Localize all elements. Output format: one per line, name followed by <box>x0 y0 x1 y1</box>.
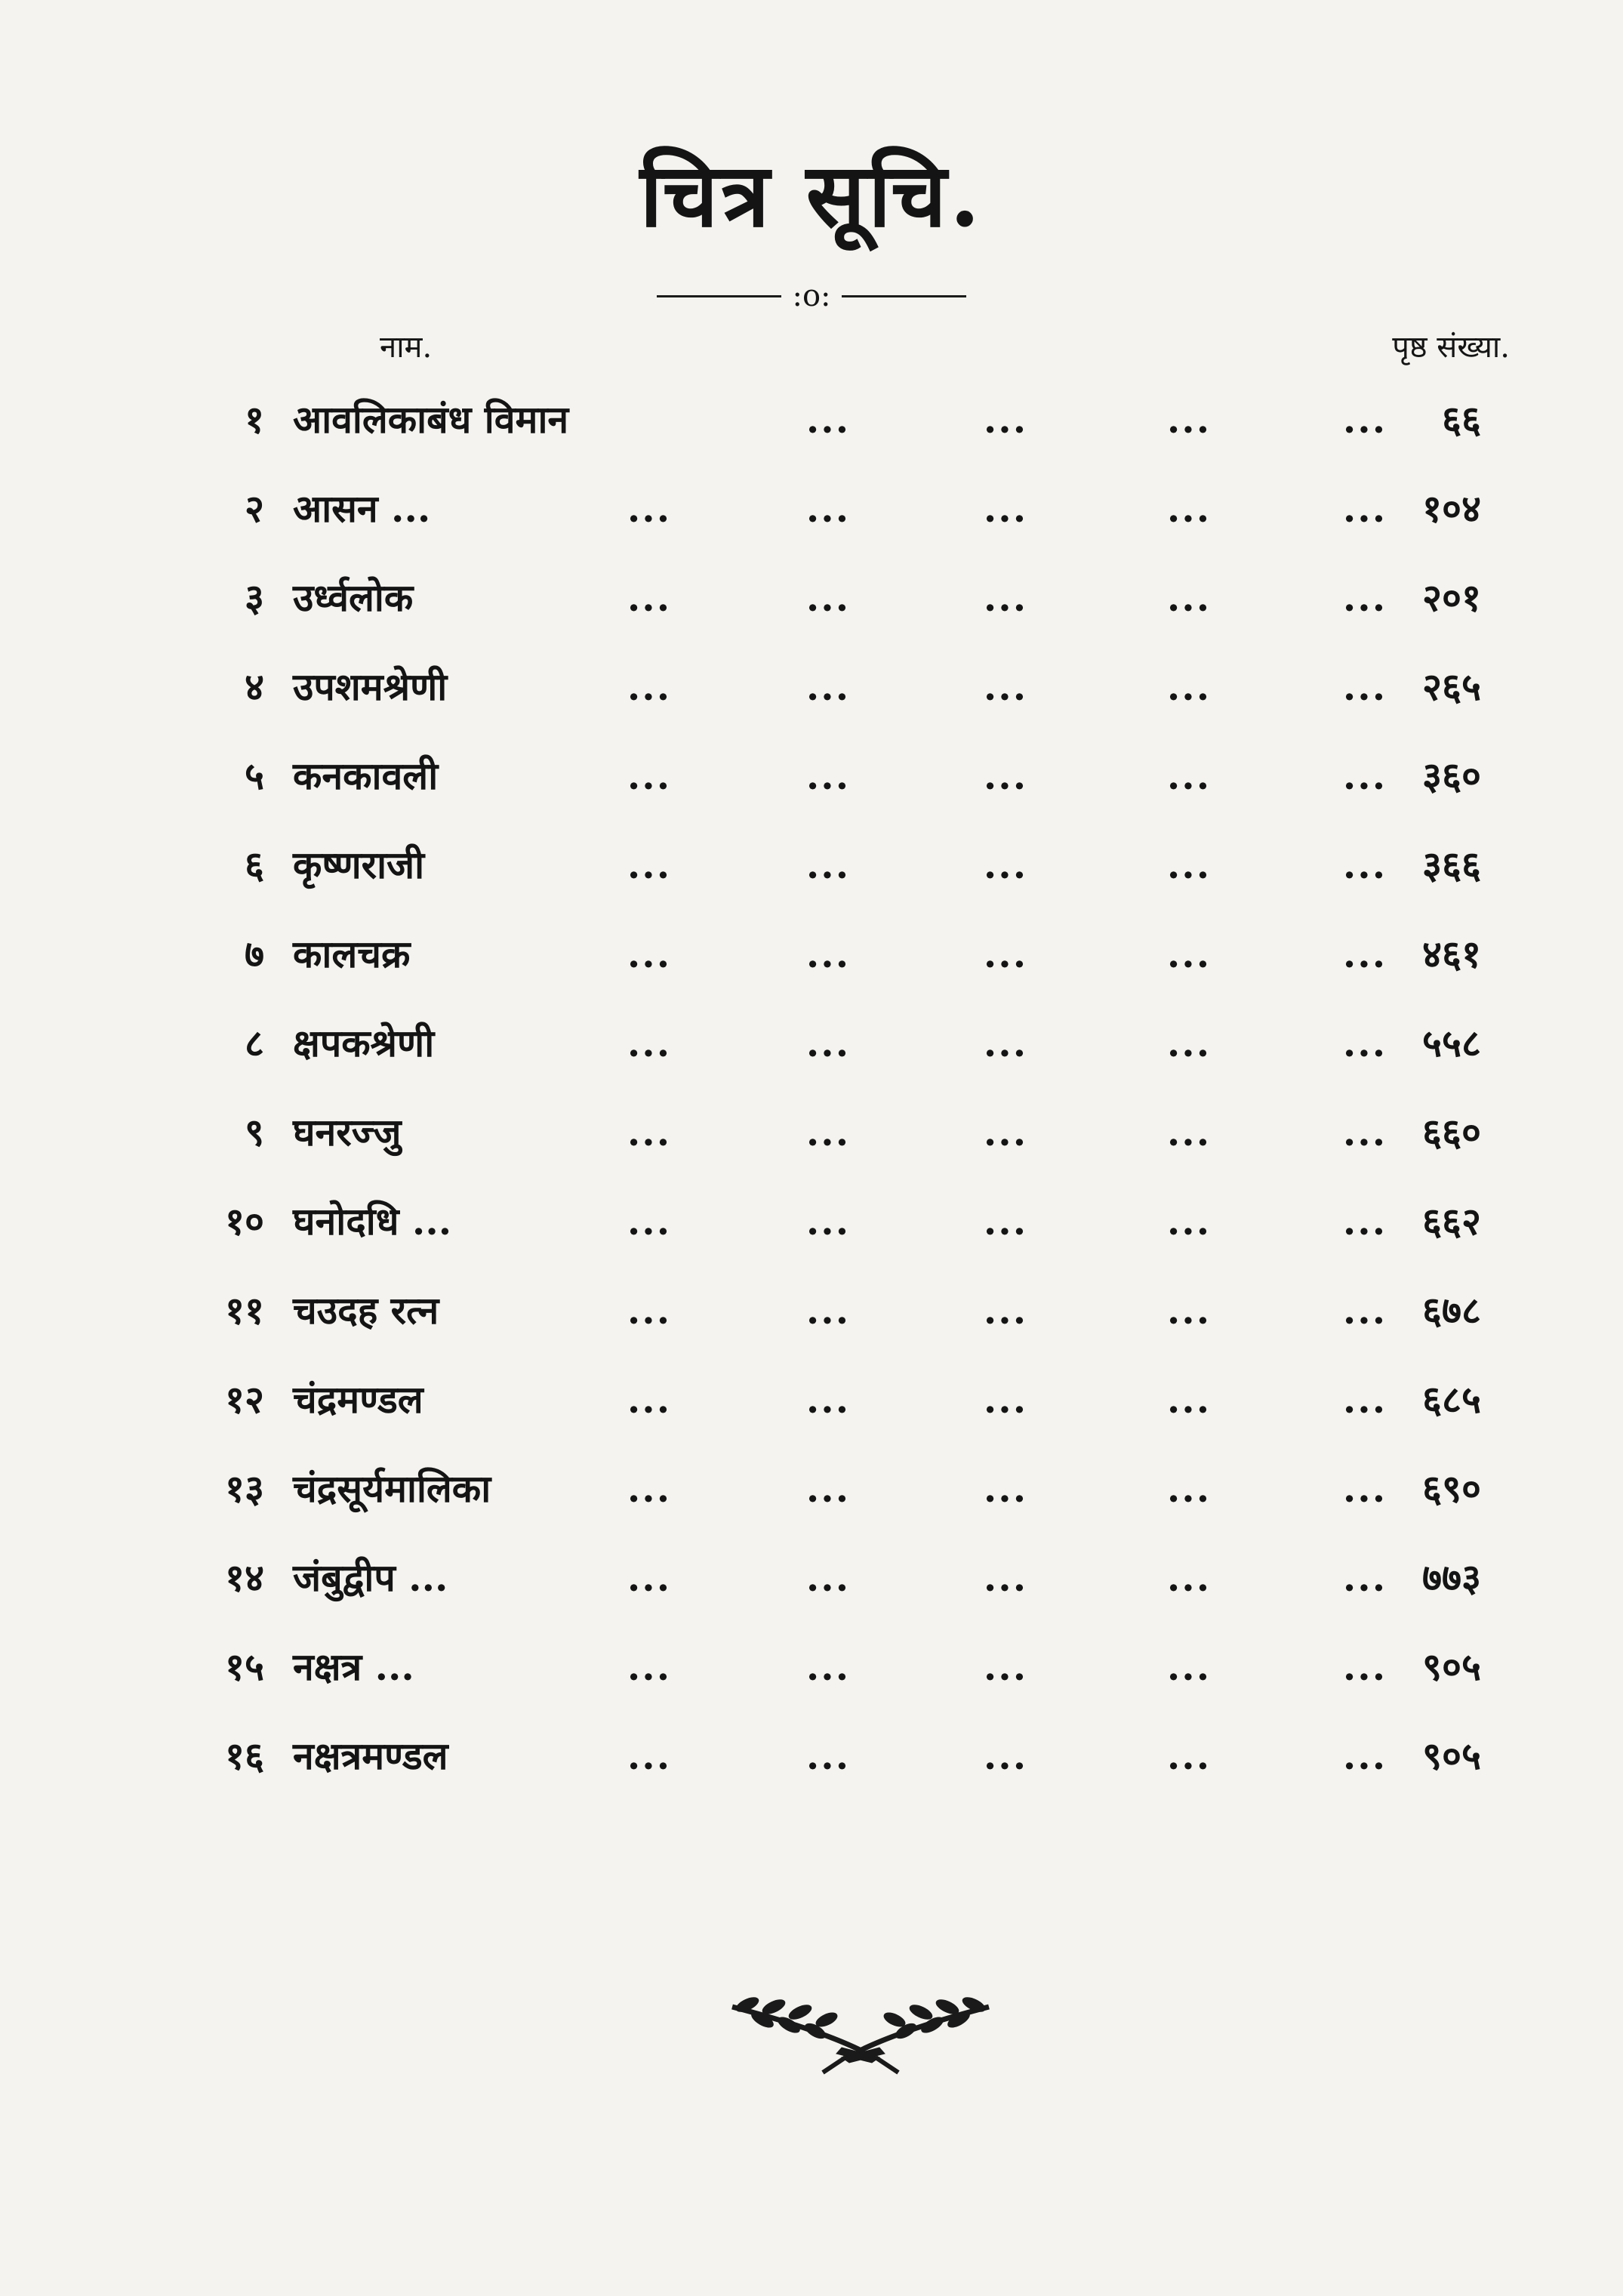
entry-page-number: ३६० <box>1422 754 1481 798</box>
entry-page-number: ७७३ <box>1422 1555 1481 1600</box>
figure-list <box>0 393 1623 1818</box>
leader-dots: ... <box>805 397 851 442</box>
list-item <box>0 660 1623 749</box>
leader-dots: ... <box>983 1288 1028 1333</box>
leader-dots: ... <box>983 575 1028 620</box>
leader-dots: ... <box>1342 932 1387 976</box>
leader-dots: ... <box>1342 575 1387 620</box>
leader-dots: ... <box>627 486 672 531</box>
column-header-name: नाम. <box>380 330 433 365</box>
entry-number: १ <box>245 397 264 442</box>
title-separator <box>0 281 1623 311</box>
list-item <box>0 1551 1623 1640</box>
leader-dots: ... <box>1166 843 1212 887</box>
leader-dots: ... <box>627 1377 672 1422</box>
entry-name: घनोदधि ... <box>293 1199 452 1244</box>
separator-rule-right <box>842 295 966 297</box>
list-item <box>0 1729 1623 1818</box>
list-item <box>0 1105 1623 1194</box>
leader-dots: ... <box>805 1199 851 1244</box>
leader-dots: ... <box>983 1199 1028 1244</box>
leader-dots: ... <box>1166 754 1212 798</box>
entry-page-number: २६५ <box>1422 664 1481 709</box>
leader-dots: ... <box>627 664 672 709</box>
entry-page-number: १०४ <box>1422 486 1481 531</box>
leader-dots: ... <box>983 1644 1028 1689</box>
entry-page-number: २०१ <box>1422 575 1481 620</box>
leader-dots: ... <box>627 1734 672 1778</box>
leader-dots: ... <box>1166 932 1212 976</box>
leader-dots: ... <box>1342 1555 1387 1600</box>
leader-dots: ... <box>1342 1110 1387 1154</box>
entry-number: १६ <box>225 1734 264 1778</box>
entry-name: चउदह रत्न <box>293 1288 439 1333</box>
leader-dots: ... <box>627 1555 672 1600</box>
leader-dots: ... <box>627 1644 672 1689</box>
entry-number: १४ <box>225 1555 264 1600</box>
entry-name: उपशमश्रेणी <box>293 664 448 709</box>
leader-dots: ... <box>1166 664 1212 709</box>
entry-name: कनकावली <box>293 754 439 798</box>
leader-dots: ... <box>1166 575 1212 620</box>
leader-dots: ... <box>805 486 851 531</box>
list-item <box>0 1284 1623 1373</box>
leader-dots: ... <box>983 486 1028 531</box>
leader-dots: ... <box>1342 397 1387 442</box>
list-item <box>0 749 1623 838</box>
leader-dots: ... <box>1166 1555 1212 1600</box>
leader-dots: ... <box>1342 843 1387 887</box>
entry-name: कृष्णराजी <box>293 843 425 887</box>
leader-dots: ... <box>1166 1644 1212 1689</box>
leader-dots: ... <box>983 843 1028 887</box>
leader-dots: ... <box>983 932 1028 976</box>
entry-number: ६ <box>245 843 264 887</box>
entry-name: आसन ... <box>293 486 431 531</box>
leader-dots: ... <box>1166 1377 1212 1422</box>
leader-dots: ... <box>627 1110 672 1154</box>
entry-number: ९ <box>245 1110 264 1154</box>
leader-dots: ... <box>1342 754 1387 798</box>
list-item <box>0 1016 1623 1105</box>
list-item <box>0 1194 1623 1284</box>
list-item <box>0 1462 1623 1551</box>
entry-number: १५ <box>225 1644 264 1689</box>
leader-dots: ... <box>805 664 851 709</box>
leader-dots: ... <box>1166 1288 1212 1333</box>
entry-number: ८ <box>245 1021 264 1065</box>
leader-dots: ... <box>1342 486 1387 531</box>
leader-dots: ... <box>805 1110 851 1154</box>
leader-dots: ... <box>983 1466 1028 1511</box>
leader-dots: ... <box>627 754 672 798</box>
list-item <box>0 571 1623 660</box>
entry-page-number: ६७८ <box>1422 1288 1481 1333</box>
leader-dots: ... <box>1342 1734 1387 1778</box>
leader-dots: ... <box>983 397 1028 442</box>
entry-name: उर्ध्वलोक <box>293 575 414 620</box>
entry-name: नक्षत्रमण्डल <box>293 1734 448 1778</box>
entry-name: चंद्रसूर्यमालिका <box>293 1466 491 1511</box>
entry-page-number: ६८५ <box>1422 1377 1481 1422</box>
entry-page-number: ९०५ <box>1422 1734 1481 1778</box>
entry-number: ५ <box>245 754 264 798</box>
leader-dots: ... <box>983 754 1028 798</box>
leader-dots: ... <box>805 1734 851 1778</box>
leader-dots: ... <box>805 1021 851 1065</box>
list-item <box>0 927 1623 1016</box>
leader-dots: ... <box>627 575 672 620</box>
leader-dots: ... <box>983 1377 1028 1422</box>
leader-dots: ... <box>805 1377 851 1422</box>
leader-dots: ... <box>627 1288 672 1333</box>
leader-dots: ... <box>983 1555 1028 1600</box>
leader-dots: ... <box>1166 1734 1212 1778</box>
leader-dots: ... <box>627 1466 672 1511</box>
leader-dots: ... <box>1342 1466 1387 1511</box>
list-item <box>0 1640 1623 1729</box>
entry-number: १० <box>225 1199 264 1244</box>
entry-name: घनरज्जु <box>293 1110 402 1154</box>
leader-dots: ... <box>983 1110 1028 1154</box>
list-item <box>0 838 1623 927</box>
leader-dots: ... <box>805 1288 851 1333</box>
leader-dots: ... <box>627 843 672 887</box>
entry-number: १२ <box>225 1377 264 1422</box>
list-item <box>0 393 1623 482</box>
entry-number: ३ <box>245 575 264 620</box>
separator-rule-left <box>657 295 781 297</box>
entry-page-number: ५५८ <box>1422 1021 1481 1065</box>
leader-dots: ... <box>1342 1199 1387 1244</box>
leader-dots: ... <box>805 1466 851 1511</box>
leader-dots: ... <box>627 1199 672 1244</box>
leader-dots: ... <box>983 1021 1028 1065</box>
leader-dots: ... <box>1166 1021 1212 1065</box>
leader-dots: ... <box>1166 1466 1212 1511</box>
entry-page-number: ६९० <box>1422 1466 1481 1511</box>
entry-name: जंबुद्वीप ... <box>293 1555 448 1600</box>
entry-page-number: ३६६ <box>1422 843 1481 887</box>
leader-dots: ... <box>627 932 672 976</box>
entry-page-number: ६६० <box>1422 1110 1481 1154</box>
leader-dots: ... <box>983 664 1028 709</box>
leader-dots: ... <box>627 1021 672 1065</box>
list-item <box>0 482 1623 571</box>
leader-dots: ... <box>805 575 851 620</box>
entry-number: २ <box>245 486 264 531</box>
entry-number: ७ <box>245 932 264 976</box>
leader-dots: ... <box>1342 1021 1387 1065</box>
leader-dots: ... <box>805 932 851 976</box>
entry-number: १३ <box>225 1466 264 1511</box>
entry-page-number: ९०५ <box>1422 1644 1481 1689</box>
leaf-ornament-icon <box>717 1963 1004 2076</box>
entry-name: कालचक्र <box>293 932 411 976</box>
leader-dots: ... <box>1166 486 1212 531</box>
leader-dots: ... <box>805 1644 851 1689</box>
entry-number: ११ <box>225 1288 264 1333</box>
list-item <box>0 1373 1623 1462</box>
entry-page-number: ६६ <box>1442 397 1481 442</box>
entry-page-number: ६६२ <box>1422 1199 1481 1244</box>
separator-mark: :o: <box>792 279 831 313</box>
leader-dots: ... <box>983 1734 1028 1778</box>
leader-dots: ... <box>1342 1288 1387 1333</box>
leader-dots: ... <box>805 754 851 798</box>
leader-dots: ... <box>805 843 851 887</box>
leader-dots: ... <box>1342 1377 1387 1422</box>
leader-dots: ... <box>1342 1644 1387 1689</box>
entry-name: क्षपकश्रेणी <box>293 1021 435 1065</box>
entry-number: ४ <box>245 664 264 709</box>
leader-dots: ... <box>805 1555 851 1600</box>
entry-page-number: ४६१ <box>1422 932 1481 976</box>
leader-dots: ... <box>1342 664 1387 709</box>
column-header-page: पृष्ठ संख्या. <box>1392 330 1510 365</box>
leader-dots: ... <box>1166 1199 1212 1244</box>
entry-name: आवलिकाबंध विमान <box>293 397 569 442</box>
leader-dots: ... <box>1166 397 1212 442</box>
entry-name: चंद्रमण्डल <box>293 1377 423 1422</box>
page-title: चित्र सूचि. <box>639 144 984 247</box>
entry-name: नक्षत्र ... <box>293 1644 414 1689</box>
leader-dots: ... <box>1166 1110 1212 1154</box>
